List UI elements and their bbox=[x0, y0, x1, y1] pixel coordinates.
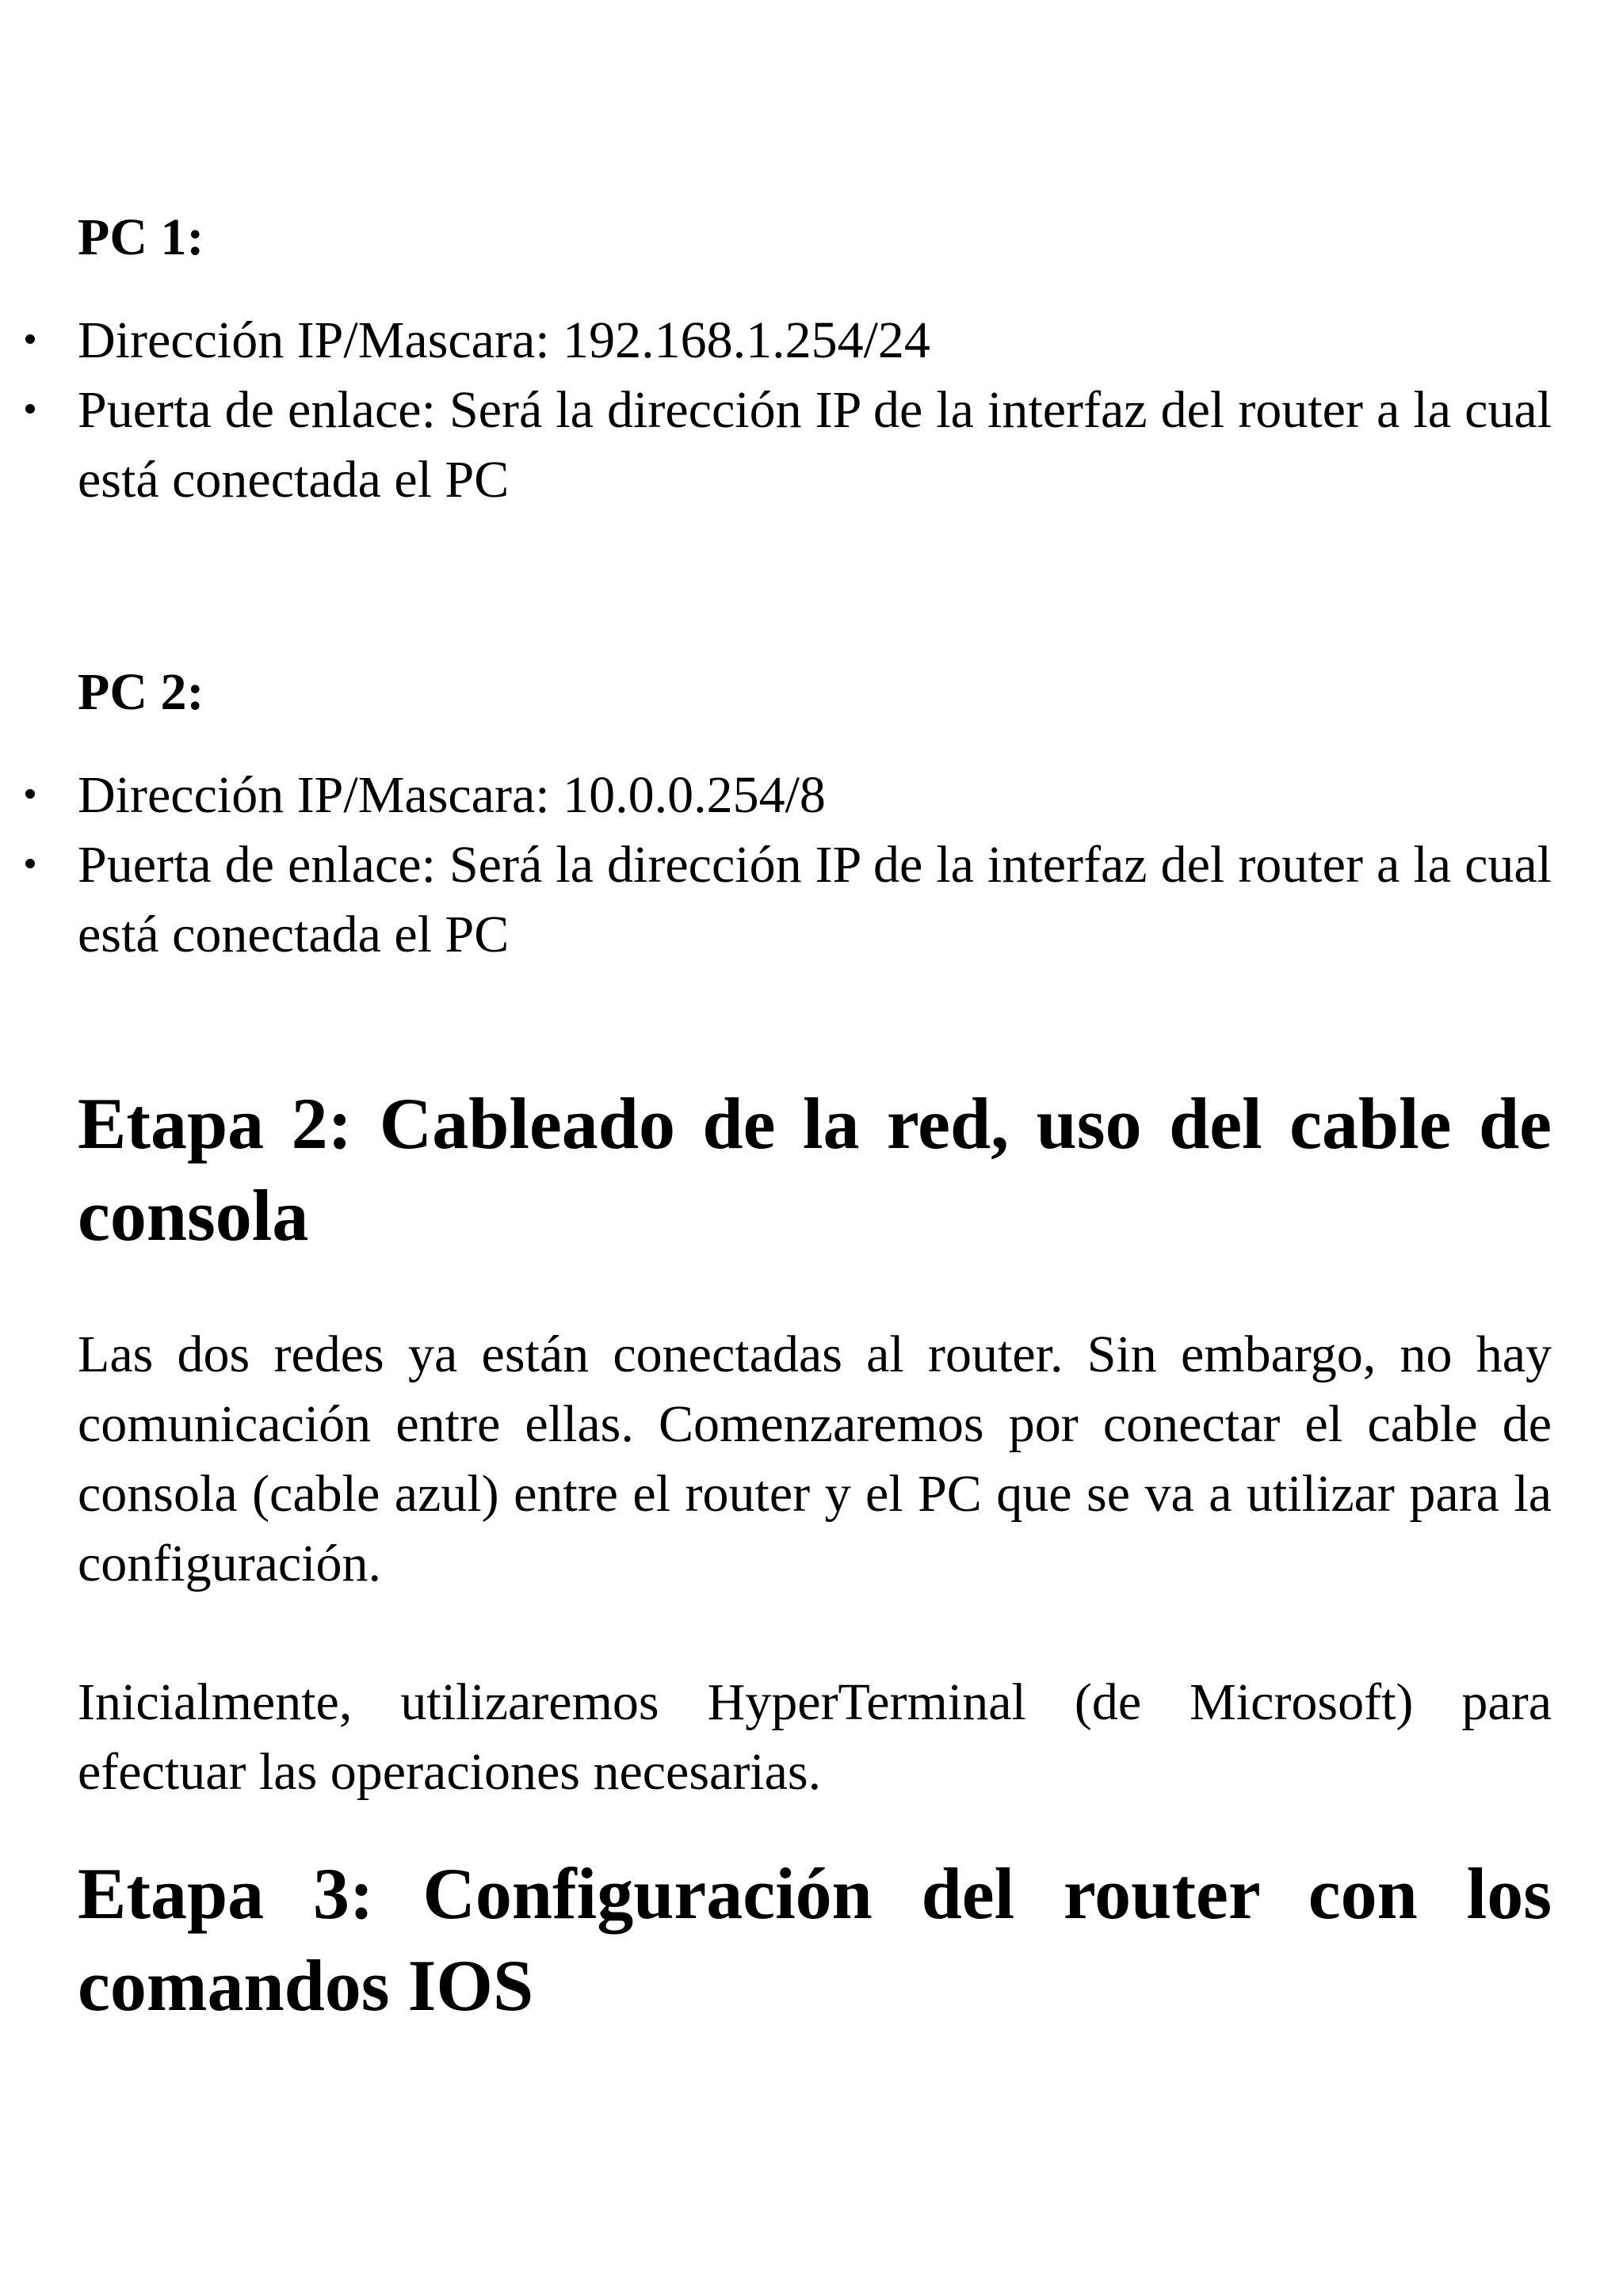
etapa2-paragraph-2: Inicialmente, utilizaremos HyperTerminal (de Microsoft) para efectuar las operaciones necesarias. bbox=[78, 1673, 1552, 1801]
bullet-icon bbox=[25, 789, 35, 799]
pc1-ip-mask-text: Dirección IP/Mascara: 192.168.1.254/24 bbox=[78, 311, 930, 369]
pc1-gateway-item bbox=[78, 376, 1552, 515]
pc1-heading: PC 1: bbox=[78, 208, 204, 266]
etapa3-heading: Etapa 3: Configuración del router con los comandos IOS bbox=[78, 1853, 1552, 2026]
pc2-settings-list bbox=[78, 761, 1552, 970]
etapa2-paragraph-1: Las dos redes ya están conectadas al router. Sin embargo, no hay comunicación entre ellas. Comenzaremos por conectar el cable de consola (cable azul) entre el router y el PC que se va a utilizar para la configuración. bbox=[78, 1325, 1552, 1592]
bullet-icon bbox=[25, 404, 35, 414]
pc1-settings-list bbox=[78, 306, 1552, 515]
pc2-gateway-item bbox=[78, 830, 1552, 970]
pc2-gateway-text: Puerta de enlace: Será la dirección IP de la interfaz del router a la cual está conectada el PC bbox=[78, 836, 1552, 963]
bullet-icon bbox=[25, 334, 35, 344]
pc2-ip-mask-item bbox=[78, 761, 1552, 830]
pc1-gateway-text: Puerta de enlace: Será la dirección IP de la interfaz del router a la cual está conectada el PC bbox=[78, 381, 1552, 509]
pc2-heading: PC 2: bbox=[78, 663, 204, 721]
pc2-ip-mask-text: Dirección IP/Mascara: 10.0.0.254/8 bbox=[78, 766, 826, 824]
bullet-icon bbox=[25, 859, 35, 868]
etapa2-heading: Etapa 2: Cableado de la red, uso del cable de consola bbox=[78, 1083, 1552, 1256]
pc1-ip-mask-item bbox=[78, 306, 1552, 376]
